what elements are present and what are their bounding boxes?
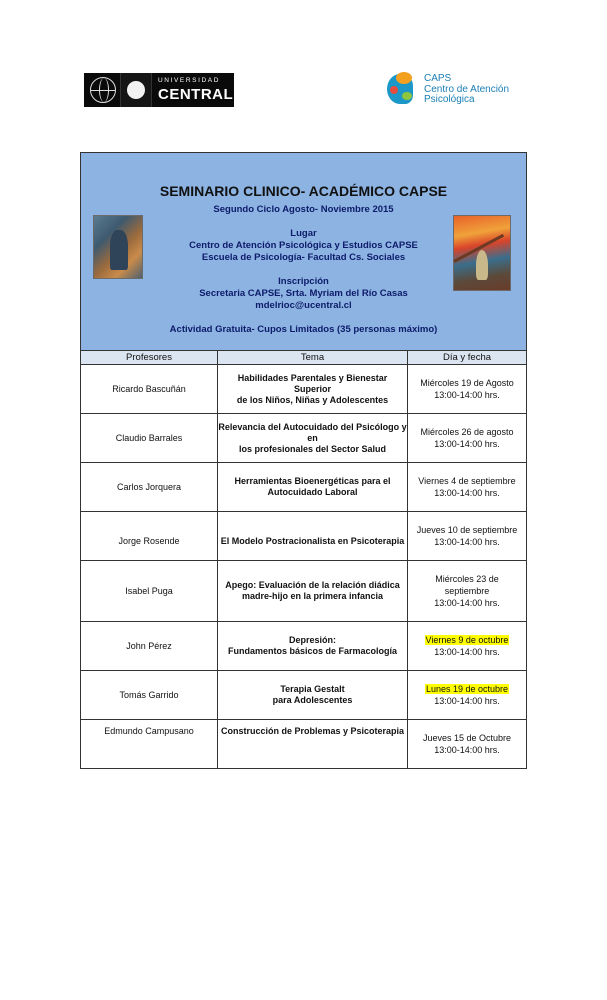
fecha-cell: Miércoles 26 de agosto 13:00-14:00 hrs. (408, 414, 527, 463)
page-title: SEMINARIO CLINICO- ACADÉMICO CAPSE (159, 183, 448, 199)
page-subtitle: Segundo Ciclo Agosto- Noviembre 2015 (213, 204, 394, 215)
table-row (81, 365, 527, 414)
caps-line1: CAPS (424, 73, 452, 84)
tema-cell: Apego: Evaluación de la relación diádica madre-hijo en la primera infancia (218, 561, 408, 622)
highlighted-date: Viernes 9 de octubre (425, 635, 509, 645)
caps-line3: Psicológica (424, 94, 475, 105)
table-row (81, 561, 527, 622)
logo-line2: CENTRAL (158, 85, 234, 103)
fecha-cell: Miércoles 19 de Agosto 13:00-14:00 hrs. (408, 365, 527, 414)
actividad-text: Actividad Gratuita- Cupos Limitados (35 personas máximo) (169, 324, 438, 335)
table-row (81, 512, 527, 561)
tema-cell: Habilidades Parentales y Bienestar Superior de los Niños, Niñas y Adolescentes (218, 365, 408, 414)
header-block (81, 153, 527, 351)
profesor-cell: Carlos Jorquera (81, 463, 218, 512)
profesor-cell: Jorge Rosende (81, 512, 218, 561)
globe-icon (90, 77, 116, 103)
head-icon (384, 72, 420, 110)
fecha-cell: Viernes 9 de octubre 13:00-14:00 hrs. (408, 622, 527, 671)
tema-cell: Terapia Gestalt para Adolescentes (218, 671, 408, 720)
fecha-cell: Miércoles 23 de septiembre 13:00-14:00 hrs. (408, 561, 527, 622)
logo-line1: UNIVERSIDAD (158, 77, 221, 85)
fecha-cell: Jueves 10 de septiembre 13:00-14:00 hrs. (408, 512, 527, 561)
caps-line2: Centro de Atención (424, 83, 510, 95)
inscripcion-line1: Secretaria CAPSE, Srta. Myriam del Río Casas (199, 288, 408, 299)
profesor-cell: Claudio Barrales (81, 414, 218, 463)
the-scream-painting-image (453, 215, 511, 291)
fecha-cell: Viernes 4 de septiembre 13:00-14:00 hrs. (408, 463, 527, 512)
universidad-central-logo (84, 73, 234, 107)
lugar-line1: Centro de Atención Psicológica y Estudios CAPSE (189, 240, 418, 251)
col-header-fecha: Día y fecha (408, 351, 527, 365)
table-row (81, 671, 527, 720)
seminar-table (80, 152, 527, 769)
profesor-cell: Edmundo Campusano (81, 720, 218, 769)
table-row (81, 463, 527, 512)
table-row (81, 720, 527, 769)
profesor-cell: Isabel Puga (81, 561, 218, 622)
table-row (81, 622, 527, 671)
caps-logo (384, 72, 526, 110)
table-row (81, 414, 527, 463)
tema-cell: El Modelo Postracionalista en Psicoterapia (218, 512, 408, 561)
tema-cell: Construcción de Problemas y Psicoterapia (218, 720, 408, 769)
fecha-cell: Lunes 19 de octubre 13:00-14:00 hrs. (408, 671, 527, 720)
highlighted-date: Lunes 19 de octubre (425, 684, 509, 694)
profesor-cell: Ricardo Bascuñán (81, 365, 218, 414)
email-link[interactable]: mdelrioc@ucentral.cl (255, 300, 352, 311)
fecha-cell: Jueves 15 de Octubre 13:00-14:00 hrs. (408, 720, 527, 769)
lugar-label: Lugar (290, 228, 317, 239)
tema-cell: Herramientas Bioenergéticas para el Autocuidado Laboral (218, 463, 408, 512)
old-man-painting-image (93, 215, 143, 279)
inscripcion-label: Inscripción (278, 276, 329, 287)
col-header-tema: Tema (218, 351, 408, 365)
lugar-line2: Escuela de Psicología- Facultad Cs. Sociales (201, 252, 406, 263)
tema-cell: Depresión: Fundamentos básicos de Farmacología (218, 622, 408, 671)
col-header-profesores: Profesores (81, 351, 218, 365)
profesor-cell: Tomás Garrido (81, 671, 218, 720)
profesor-cell: John Pérez (81, 622, 218, 671)
circle-icon (127, 81, 145, 99)
tema-cell: Relevancia del Autocuidado del Psicólogo y en los profesionales del Sector Salud (218, 414, 408, 463)
